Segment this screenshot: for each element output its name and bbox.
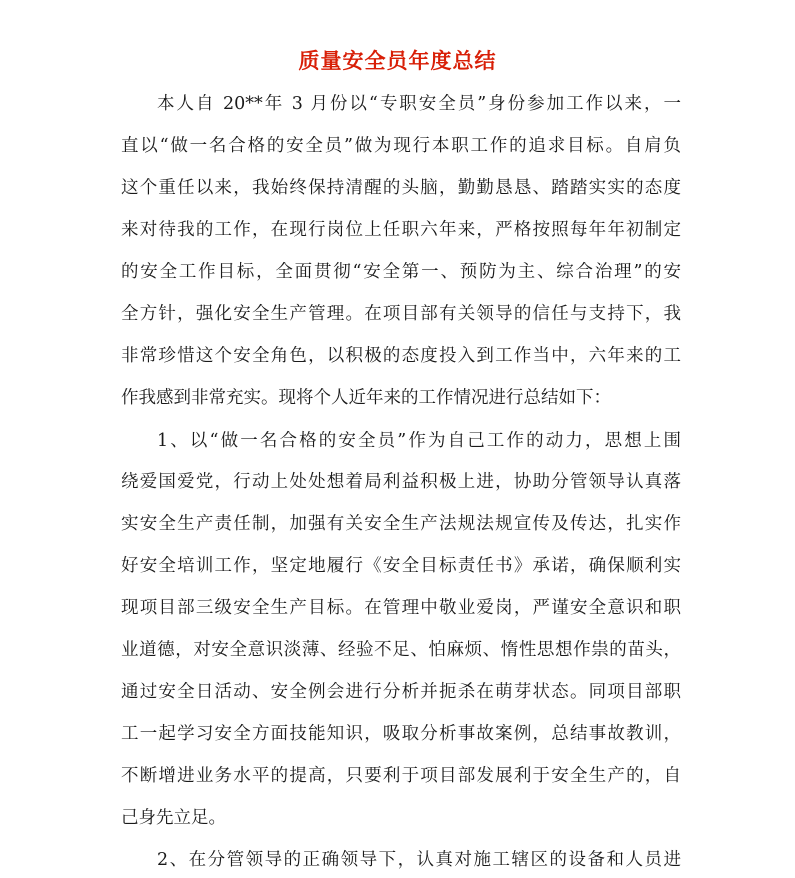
paragraph-2-line-6: 业道德，对安全意识淡薄、经验不足、怕麻烦、惰性思想作祟的苗头，: [121, 640, 681, 660]
paragraph-1-line-6: 全方针，强化安全生产管理。在项目部有关领导的信任与支持下，我: [121, 304, 681, 324]
document-title: 质量安全员年度总结: [298, 49, 497, 73]
paragraph-1-line-5: 的安全工作目标，全面贯彻“安全第一、预防为主、综合治理”的安: [121, 262, 681, 282]
paragraph-1-line-3: 这个重任以来，我始终保持清醒的头脑，勤勤恳恳、踏踏实实的态度: [121, 178, 681, 198]
paragraph-2-line-1: 1、以“做一名合格的安全员”作为自己工作的动力，思想上围: [157, 431, 681, 451]
paragraph-3-line-1: 2、在分管领导的正确领导下，认真对施工辖区的设备和人员进: [157, 850, 681, 870]
paragraph-2-line-2: 绕爱国爱党，行动上处处想着局利益积极上进，协助分管领导认真落: [121, 472, 681, 492]
paragraph-2-line-4: 好安全培训工作，坚定地履行《安全目标责任书》承诺，确保顺利实: [121, 556, 681, 576]
paragraph-2-line-8: 工一起学习安全方面技能知识，吸取分析事故案例，总结事故教训，: [121, 724, 681, 744]
paragraph-1-line-2: 直以“做一名合格的安全员”做为现行本职工作的追求目标。自肩负: [121, 136, 681, 156]
paragraph-2-line-10: 己身先立足。: [121, 808, 226, 828]
paragraph-2-line-5: 现项目部三级安全生产目标。在管理中敬业爱岗，严谨安全意识和职: [121, 598, 681, 618]
paragraph-1-line-8: 作我感到非常充实。现将个人近年来的工作情况进行总结如下：: [121, 388, 611, 408]
paragraph-2-line-9: 不断增进业务水平的提高，只要利于项目部发展利于安全生产的，自: [121, 766, 681, 786]
paragraph-1-line-7: 非常珍惜这个安全角色，以积极的态度投入到工作当中，六年来的工: [121, 346, 681, 366]
paragraph-2-line-3: 实安全生产责任制，加强有关安全生产法规法规宣传及传达，扎实作: [121, 514, 681, 534]
paragraph-2-line-7: 通过安全日活动、安全例会进行分析并扼杀在萌芽状态。同项目部职: [121, 682, 681, 702]
paragraph-1-line-4: 来对待我的工作，在现行岗位上任职六年来，严格按照每年年初制定: [121, 220, 681, 240]
paragraph-1-line-1: 本人自 20**年 3 月份以“专职安全员”身份参加工作以来，一: [157, 94, 681, 114]
